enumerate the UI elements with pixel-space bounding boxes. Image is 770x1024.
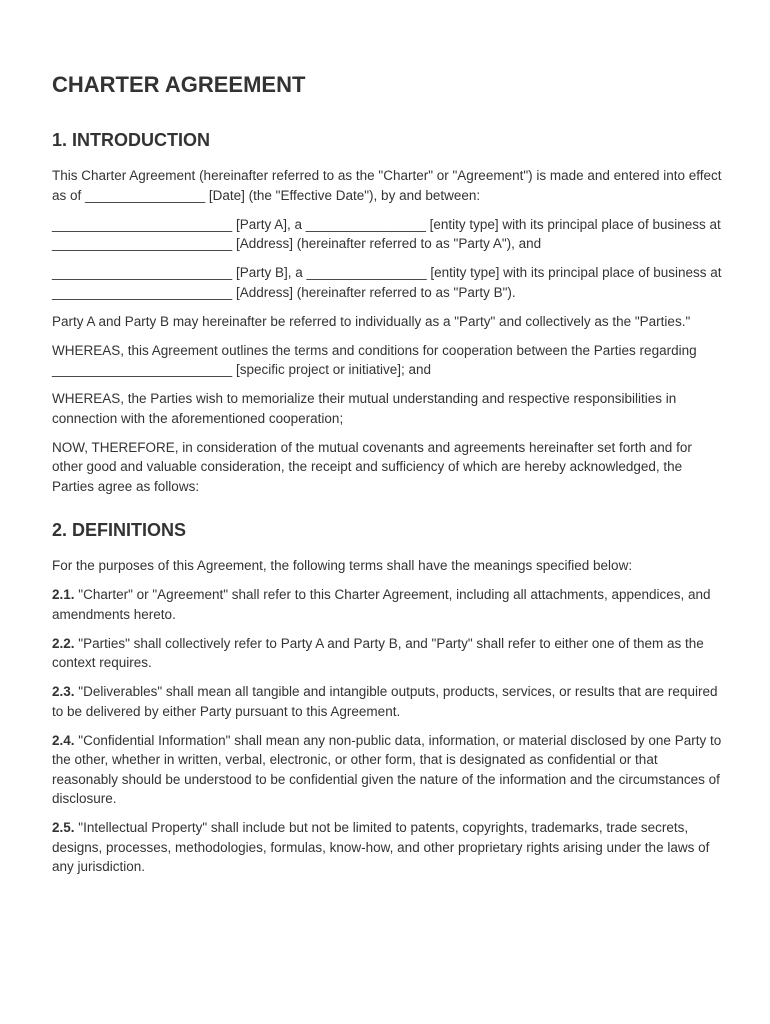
intro-paragraph-whereas-2: WHEREAS, the Parties wish to memorialize their mutual understanding and respective responsibilities in connection with the aforementioned cooperation; [52, 391, 677, 426]
document-title: CHARTER AGREEMENT [52, 72, 306, 97]
definition-item [52, 634, 722, 673]
section-definitions [52, 518, 722, 877]
section-introduction [52, 128, 722, 496]
definition-item [52, 731, 722, 809]
definition-text: "Confidential Information" shall mean any non-public data, information, or material disclosed by one Party to the other, whether in written, verbal, electronic, or other form, that is designated as confidential or that reasonably should be understood to be confidential given the nature of the information and the circumstances of disclosure. [52, 732, 722, 806]
definition-text: "Intellectual Property" shall include but not be limited to patents, copyrights, trademarks, trade secrets, designs, processes, methodologies, formulas, know-how, and other proprietary rights arising under the laws of any jurisdiction. [52, 820, 710, 874]
definition-text: "Charter" or "Agreement" shall refer to this Charter Agreement, including all attachments, appendices, and amendments hereto. [52, 587, 711, 622]
definition-item [52, 682, 722, 721]
definition-text: "Parties" shall collectively refer to Party A and Party B, and "Party" shall refer to either one of them as the context requires. [52, 635, 704, 670]
definitions-intro: For the purposes of this Agreement, the following terms shall have the meanings specified below: [52, 558, 633, 573]
definition-number: 2.5. [52, 820, 75, 835]
intro-paragraph-whereas-1: WHEREAS, this Agreement outlines the terms and conditions for cooperation between the Parties regarding ________________________ [specific project or initiative]; and [52, 342, 697, 377]
intro-paragraph-now-therefore: NOW, THEREFORE, in consideration of the mutual covenants and agreements hereinafter set forth and for other good and valuable consideration, the receipt and sufficiency of which are hereby acknowledged, the Parties agree as follows: [52, 439, 692, 494]
section-heading-introduction: 1. INTRODUCTION [52, 130, 211, 150]
definition-number: 2.1. [52, 587, 75, 602]
intro-paragraph-party-a: ________________________ [Party A], a ________________ [entity type] with its principal place of business at ________________________ [Address] (hereinafter referred to as "Party A"), and [52, 216, 721, 251]
definition-number: 2.3. [52, 684, 75, 699]
intro-paragraph-party-b: ________________________ [Party B], a ________________ [entity type] with its principal place of business at ________________________ [Address] (hereinafter referred to as "Party B"). [52, 265, 722, 300]
definition-number: 2.4. [52, 732, 75, 748]
definition-number: 2.2. [52, 635, 75, 651]
definition-item [52, 585, 722, 624]
definition-item [52, 818, 722, 877]
definition-text: "Deliverables" shall mean all tangible and intangible outputs, products, services, or results that are required to be delivered by either Party pursuant to this Agreement. [52, 684, 718, 719]
intro-paragraph-opening: This Charter Agreement (hereinafter referred to as the "Charter" or "Agreement") is made and entered into effect as of ________________ [Date] (the "Effective Date"), by and between: [52, 168, 722, 203]
section-heading-definitions: 2. DEFINITIONS [52, 520, 187, 540]
document-page [52, 70, 722, 886]
intro-paragraph-parties: Party A and Party B may hereinafter be referred to individually as a "Party" and collectively as the "Parties." [52, 313, 691, 329]
